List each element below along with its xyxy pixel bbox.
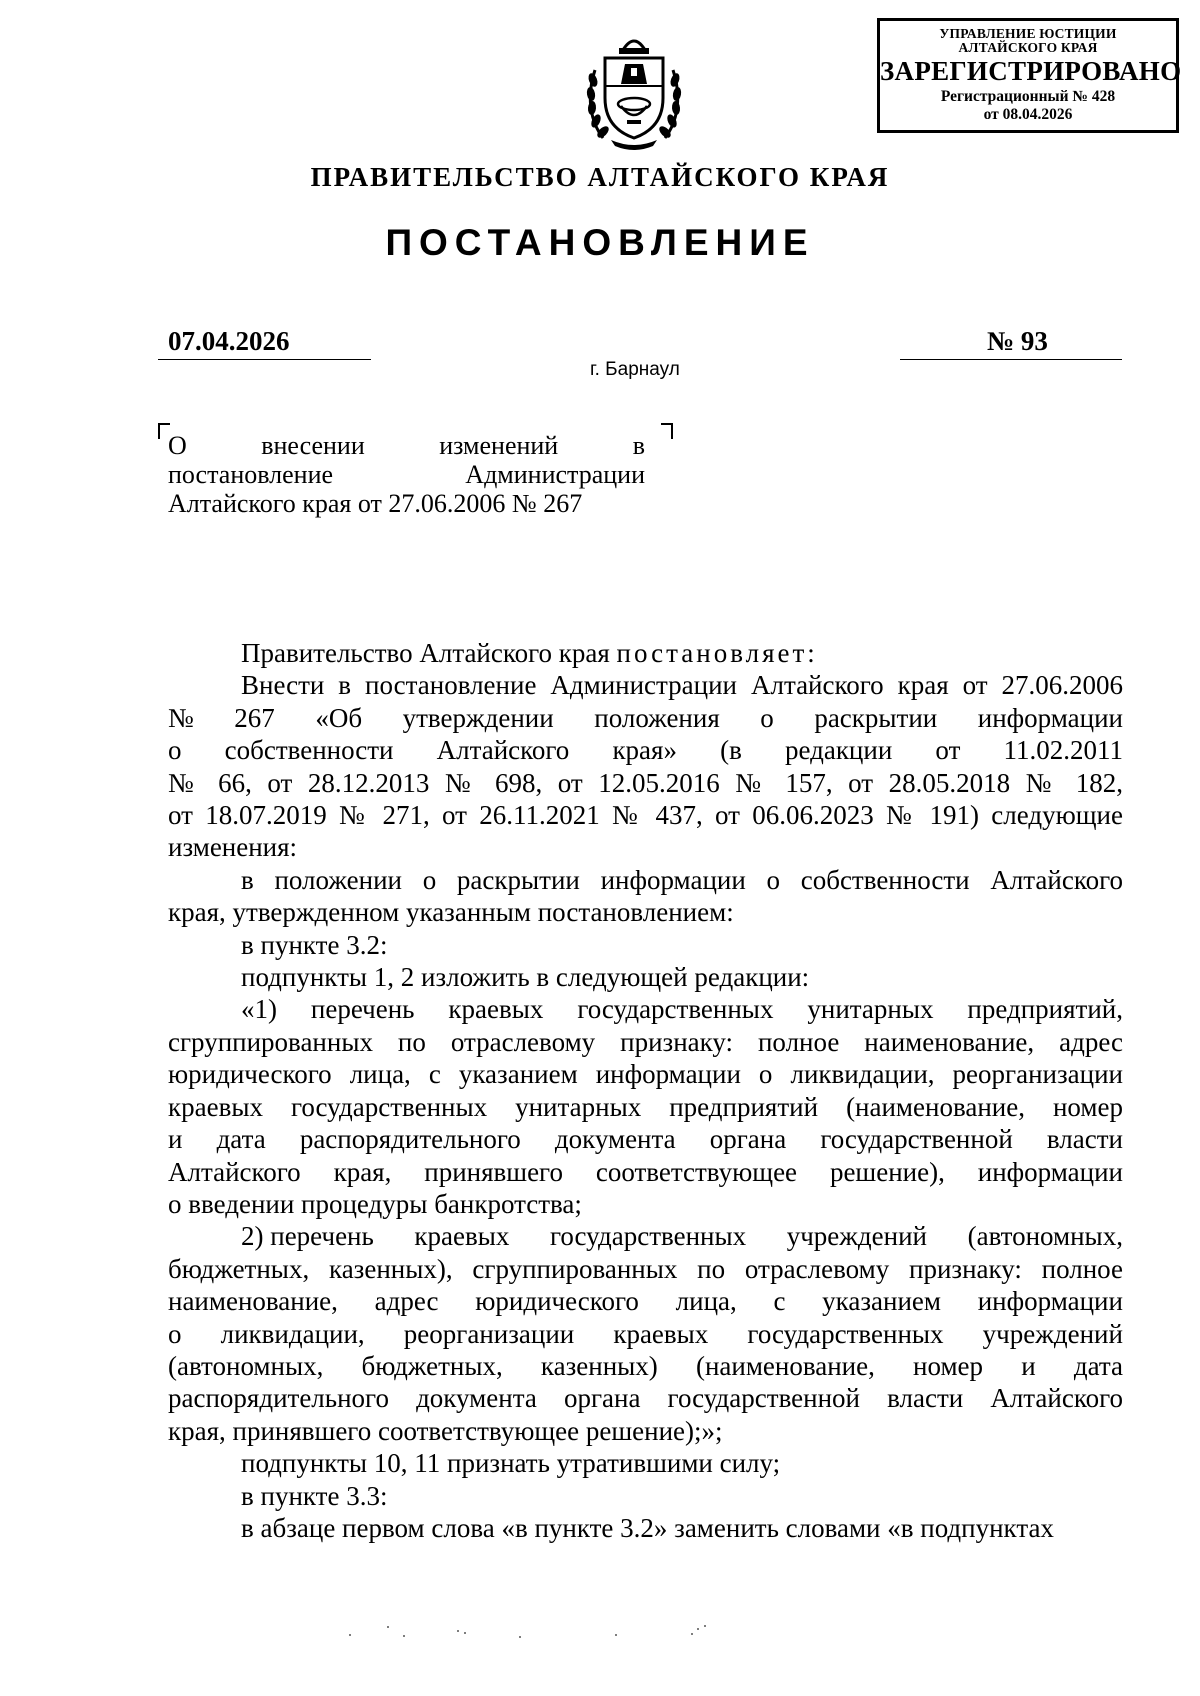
text-line: бюджетных, казенных), сгруппированных по отраслевому признаку: полное xyxy=(168,1253,1123,1284)
stamp-reg-number: Регистрационный № 428 xyxy=(940,88,1116,105)
word: 2) перечень xyxy=(241,1221,374,1252)
word: дата xyxy=(1073,1350,1123,1381)
text-line: распорядительного документа органа государственной власти Алтайского xyxy=(168,1383,1123,1414)
stamp-org-line2: АЛТАЙСКОГО КРАЯ xyxy=(958,40,1098,55)
word: наименование, xyxy=(168,1286,338,1317)
document-subject xyxy=(168,431,645,518)
word: унитарных xyxy=(515,1091,642,1122)
paragraph-8: в пункте 3.3: xyxy=(241,1480,388,1511)
word: унитарных xyxy=(807,994,934,1025)
word: лица, xyxy=(675,1286,737,1317)
word: и xyxy=(1021,1350,1036,1381)
word: собственности xyxy=(224,735,394,766)
word: государственных xyxy=(577,994,774,1025)
text-line: сгруппированных по отраслевому признаку: полное наименование, адрес xyxy=(168,1026,1123,1057)
word: краевых xyxy=(448,994,544,1025)
word: бюджетных, xyxy=(361,1350,503,1381)
word: указанием xyxy=(822,1286,941,1317)
document-body xyxy=(168,637,1123,1544)
text-line xyxy=(168,702,1123,734)
paragraph-3: в пункте 3.2: xyxy=(241,929,388,960)
word: решение), xyxy=(829,1156,945,1187)
word: юридического xyxy=(475,1286,639,1317)
word: государственных xyxy=(747,1318,944,1349)
paragraph-7: подпункты 10, 11 признать утратившими силу; xyxy=(241,1448,781,1479)
word: положения xyxy=(594,702,720,733)
city: г. Барнаул xyxy=(590,359,680,380)
word: края, xyxy=(333,1156,392,1187)
preamble-verb: постановляет: xyxy=(616,638,818,668)
word: с xyxy=(773,1286,786,1317)
word: (наименование, xyxy=(846,1091,1025,1122)
word: номер xyxy=(1052,1091,1123,1122)
subject-word: внесении xyxy=(261,431,365,460)
text-line: о введении процедуры банкротства; xyxy=(168,1188,582,1219)
subject-line xyxy=(168,431,645,460)
word: информации xyxy=(977,702,1123,733)
word: края» xyxy=(612,735,677,766)
text-line xyxy=(168,1156,1123,1188)
text-line xyxy=(168,1318,1123,1350)
word: предприятий xyxy=(669,1091,819,1122)
text-line: изменения: xyxy=(168,832,298,863)
text-line xyxy=(168,993,1123,1025)
text-line: № 66, от 28.12.2013 № 698, от 12.05.2016 № 157, от 28.05.2018 № 182, xyxy=(168,767,1123,798)
text-line xyxy=(168,1091,1123,1123)
word: раскрытии xyxy=(814,702,938,733)
word: и xyxy=(168,1124,183,1155)
stamp-reg-date: от 08.04.2026 xyxy=(983,106,1073,123)
word: о xyxy=(168,1318,182,1349)
word: информации xyxy=(977,1286,1123,1317)
word: государственной xyxy=(820,1124,1013,1155)
subject-word: О xyxy=(168,431,187,460)
document-type-title: ПОСТАНОВЛЕНИЕ xyxy=(385,222,815,263)
document-number: № 93 xyxy=(987,326,1048,356)
paragraph-9: в абзаце первом слова «в пункте 3.2» заменить словами «в подпунктах xyxy=(241,1512,1054,1543)
word: «1) xyxy=(241,994,277,1025)
word: ликвидации, xyxy=(220,1318,365,1349)
preamble-text: Правительство Алтайского края xyxy=(241,638,617,668)
word: реорганизации xyxy=(403,1318,575,1349)
word: номер xyxy=(913,1350,984,1381)
word: (в xyxy=(720,735,742,766)
text-line: в положении о раскрытии информации о собственности Алтайского xyxy=(241,864,1123,895)
registration-stamp xyxy=(877,18,1182,133)
word: адрес xyxy=(374,1286,439,1317)
word: Алтайского xyxy=(436,735,570,766)
word: государственных xyxy=(549,1221,747,1252)
word: (автономных, xyxy=(168,1350,324,1381)
paragraph-6 xyxy=(168,1220,1123,1447)
text-line xyxy=(168,1220,1123,1252)
word: принявшего xyxy=(424,1156,563,1187)
word: краевых xyxy=(414,1221,510,1252)
paragraph-5 xyxy=(168,993,1123,1220)
stamp-org-line1: УПРАВЛЕНИЕ ЮСТИЦИИ xyxy=(939,26,1117,41)
word: краевых xyxy=(613,1318,709,1349)
word: № xyxy=(168,702,194,733)
word: (наименование, xyxy=(695,1350,875,1381)
word: распорядительного xyxy=(299,1124,521,1155)
word: учреждений xyxy=(786,1221,927,1252)
government-title: ПРАВИТЕЛЬСТВО АЛТАЙСКОГО КРАЯ xyxy=(310,162,890,192)
word: «Об xyxy=(315,702,363,733)
word: 267 xyxy=(234,702,275,733)
text-line: края, утвержденном указанным постановлением: xyxy=(168,897,734,928)
word: краевых xyxy=(168,1091,263,1122)
text-line xyxy=(168,1350,1123,1382)
stamp-status: ЗАРЕГИСТРИРОВАНО xyxy=(880,56,1182,86)
word: о xyxy=(760,702,774,733)
word: документа xyxy=(554,1124,676,1155)
subject-word: постановление xyxy=(168,460,334,489)
word: информации xyxy=(977,1156,1123,1187)
subject-corner-right xyxy=(661,423,673,439)
word: от xyxy=(935,735,961,766)
text-line: юридического лица, с указанием информации о ликвидации, реорганизации xyxy=(168,1059,1123,1090)
coat-of-arms-emblem xyxy=(583,28,685,150)
word: 11.02.2011 xyxy=(1003,735,1123,766)
word: органа xyxy=(709,1124,787,1155)
text-line: от 18.07.2019 № 271, от 26.11.2021 № 437, от 06.06.2023 № 191) следующие xyxy=(168,800,1123,831)
text-line xyxy=(168,1123,1123,1155)
document-date: 07.04.2026 xyxy=(168,326,290,356)
subject-word: изменений xyxy=(439,431,559,460)
word: казенных) xyxy=(540,1350,658,1381)
word: о xyxy=(168,735,182,766)
subject-line: Алтайского края от 27.06.2006 № 267 xyxy=(168,489,583,518)
subject-word: Администрации xyxy=(465,460,645,489)
word: Алтайского xyxy=(168,1156,301,1187)
word: власти xyxy=(1046,1124,1123,1155)
text-line: Внести в постановление Администрации Алтайского края от 27.06.2006 xyxy=(241,670,1123,701)
word: соответствующее xyxy=(595,1156,798,1187)
scan-specks xyxy=(340,1615,800,1645)
subject-word: в xyxy=(632,431,645,460)
word: утверждении xyxy=(402,702,554,733)
preamble xyxy=(168,637,1123,669)
word: предприятий, xyxy=(967,994,1123,1025)
word: государственных xyxy=(290,1091,488,1122)
text-line xyxy=(168,734,1123,766)
paragraph-1 xyxy=(168,669,1123,863)
word: перечень xyxy=(310,994,415,1025)
paragraph-2 xyxy=(168,864,1123,929)
text-line xyxy=(168,1285,1123,1317)
text-line: края, принявшего соответствующее решение);»; xyxy=(168,1415,723,1446)
paragraph-4: подпункты 1, 2 изложить в следующей редакции: xyxy=(241,962,810,993)
word: (автономных, xyxy=(967,1221,1123,1252)
word: редакции xyxy=(784,735,893,766)
word: дата xyxy=(216,1124,266,1155)
subject-line xyxy=(168,460,645,489)
word: учреждений xyxy=(982,1318,1123,1349)
